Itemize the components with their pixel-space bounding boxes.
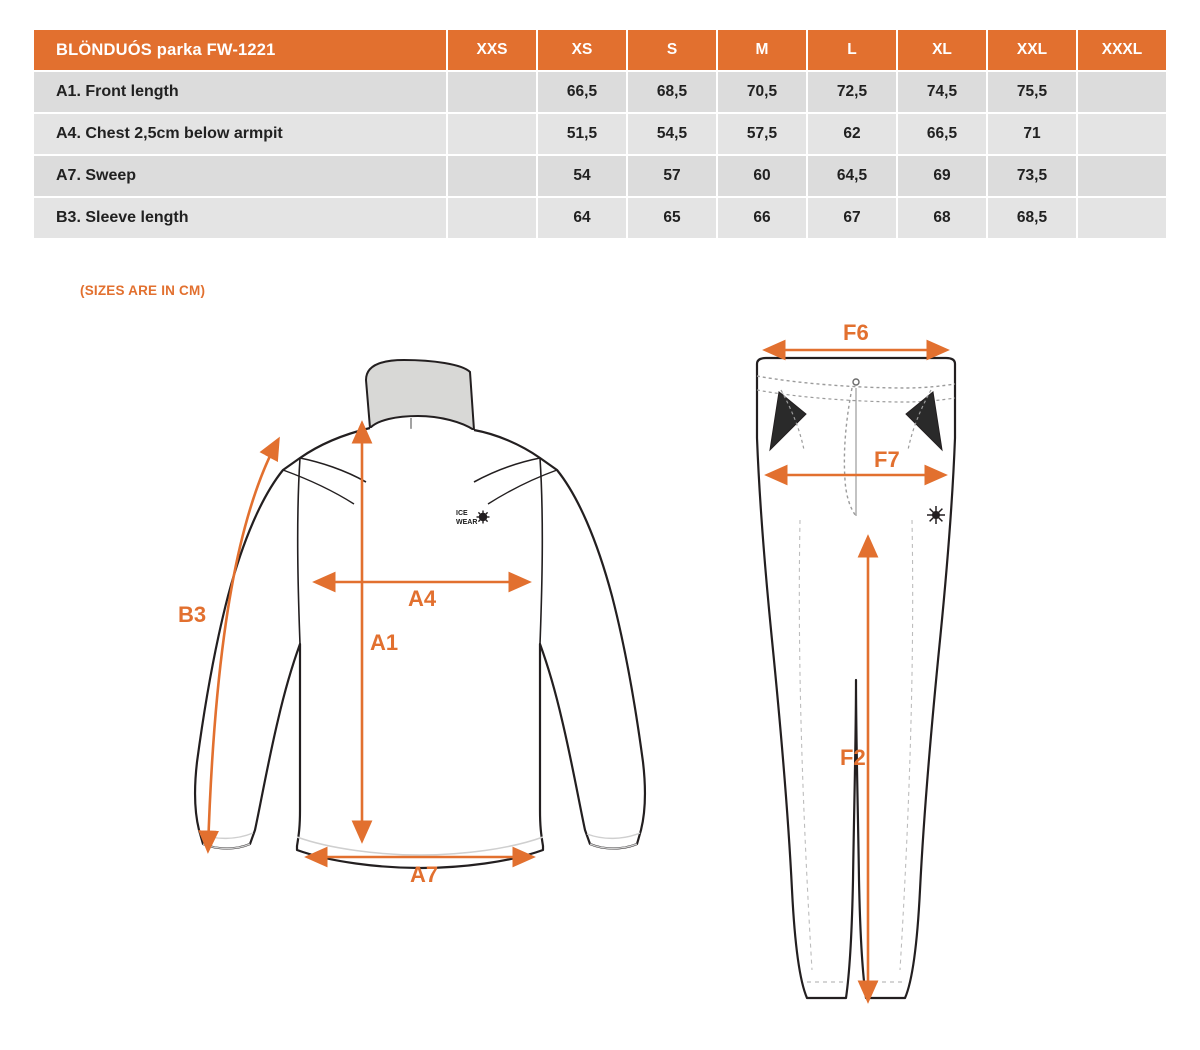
cell-a7-xs: 54: [538, 156, 626, 196]
cell-b3-xxxl: [1078, 198, 1166, 238]
snowflake-icon: [927, 506, 945, 524]
column-header-xxs: XXS: [448, 30, 536, 70]
cell-a1-xxl: 75,5: [988, 72, 1076, 112]
cell-a4-xs: 51,5: [538, 114, 626, 154]
cell-a7-m: 60: [718, 156, 806, 196]
table-row: [34, 156, 1166, 196]
column-header-xxl: XXL: [988, 30, 1076, 70]
cell-b3-s: 65: [628, 198, 716, 238]
units-note: (SIZES ARE IN CM): [80, 283, 206, 298]
cell-a1-xs: 66,5: [538, 72, 626, 112]
table-row: [34, 198, 1166, 238]
column-header-xxxl: XXXL: [1078, 30, 1166, 70]
cell-a1-m: 70,5: [718, 72, 806, 112]
cell-b3-xl: 68: [898, 198, 986, 238]
measure-label-a7: A7: [410, 862, 439, 887]
column-header-s: S: [628, 30, 716, 70]
cell-a4-l: 62: [808, 114, 896, 154]
cell-a4-xl: 66,5: [898, 114, 986, 154]
cell-a4-xxs: [448, 114, 536, 154]
brand-text-line1: ICE: [456, 510, 468, 517]
cell-a4-s: 54,5: [628, 114, 716, 154]
cell-a1-xxxl: [1078, 72, 1166, 112]
row-label-a1: A1. Front length: [34, 72, 446, 112]
size-table: [32, 28, 1168, 240]
cell-a7-s: 57: [628, 156, 716, 196]
cell-b3-l: 67: [808, 198, 896, 238]
cell-a7-l: 64,5: [808, 156, 896, 196]
cell-a4-xxl: 71: [988, 114, 1076, 154]
cell-a1-l: 72,5: [808, 72, 896, 112]
parka-drawing: [178, 360, 645, 887]
measure-label-f6: F6: [843, 320, 869, 345]
row-label-a7: A7. Sweep: [34, 156, 446, 196]
drawings-svg: [0, 310, 1200, 1050]
cell-a7-xl: 69: [898, 156, 986, 196]
cell-a1-s: 68,5: [628, 72, 716, 112]
table-row: [34, 72, 1166, 112]
cell-a7-xxxl: [1078, 156, 1166, 196]
table-body: [34, 72, 1166, 238]
column-header-xs: XS: [538, 30, 626, 70]
brand-text-line2: WEAR: [456, 519, 478, 526]
table-header-row: [34, 30, 1166, 70]
column-header-xl: XL: [898, 30, 986, 70]
measure-label-a4: A4: [408, 586, 437, 611]
cell-b3-m: 66: [718, 198, 806, 238]
cell-b3-xxs: [448, 198, 536, 238]
cell-a4-xxxl: [1078, 114, 1166, 154]
cell-a7-xxl: 73,5: [988, 156, 1076, 196]
row-label-b3: B3. Sleeve length: [34, 198, 446, 238]
cell-a4-m: 57,5: [718, 114, 806, 154]
cell-b3-xxl: 68,5: [988, 198, 1076, 238]
measure-label-a1: A1: [370, 630, 399, 655]
table-header: [34, 30, 1166, 70]
column-header-m: M: [718, 30, 806, 70]
pants-drawing: [757, 320, 955, 1000]
size-table-container: [32, 28, 1168, 240]
measure-label-f2: F2: [840, 745, 866, 770]
table-row: [34, 114, 1166, 154]
cell-a1-xxs: [448, 72, 536, 112]
snowflake-icon: [477, 511, 490, 524]
cell-b3-xs: 64: [538, 198, 626, 238]
measure-label-b3: B3: [178, 602, 207, 627]
cell-a1-xl: 74,5: [898, 72, 986, 112]
row-label-a4: A4. Chest 2,5cm below armpit: [34, 114, 446, 154]
measure-label-f7: F7: [874, 447, 900, 472]
product-name-header: BLÖNDUÓS parka FW-1221: [34, 30, 446, 70]
column-header-l: L: [808, 30, 896, 70]
cell-a7-xxs: [448, 156, 536, 196]
technical-drawings: [0, 310, 1200, 1050]
